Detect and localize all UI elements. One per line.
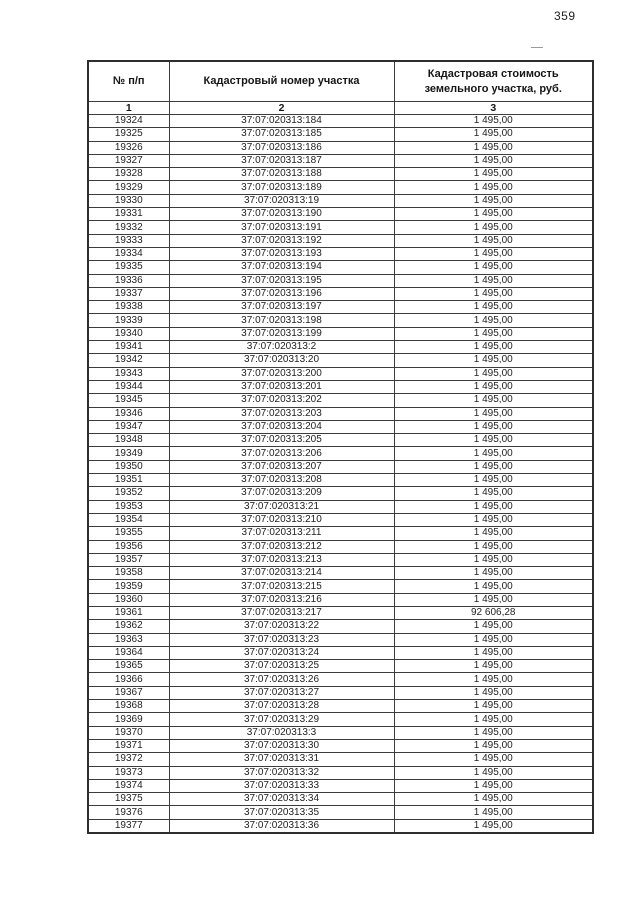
row-number-cell: 19330 xyxy=(88,194,169,207)
row-number-cell: 19354 xyxy=(88,513,169,526)
cadastral-cost-cell: 1 495,00 xyxy=(394,580,593,593)
cadastral-number-cell: 37:07:020313:201 xyxy=(169,380,394,393)
row-number-cell: 19336 xyxy=(88,274,169,287)
cadastral-cost-cell: 1 495,00 xyxy=(394,115,593,128)
cadastral-cost-cell: 1 495,00 xyxy=(394,500,593,513)
cadastral-cost-cell: 1 495,00 xyxy=(394,420,593,433)
table-row xyxy=(88,726,593,739)
header-cadastral-number: Кадастровый номер участка xyxy=(169,61,394,102)
table-header-row xyxy=(88,61,593,102)
cadastral-number-cell: 37:07:020313:189 xyxy=(169,181,394,194)
row-number-cell: 19356 xyxy=(88,540,169,553)
table-row xyxy=(88,513,593,526)
table-row xyxy=(88,739,593,752)
table-row xyxy=(88,819,593,833)
cadastral-number-cell: 37:07:020313:209 xyxy=(169,487,394,500)
row-number-cell: 19347 xyxy=(88,420,169,433)
cadastral-cost-cell: 1 495,00 xyxy=(394,327,593,340)
table-row xyxy=(88,367,593,380)
table-row xyxy=(88,713,593,726)
cadastral-number-cell: 37:07:020313:3 xyxy=(169,726,394,739)
cadastral-number-cell: 37:07:020313:30 xyxy=(169,739,394,752)
cadastral-cost-cell: 1 495,00 xyxy=(394,434,593,447)
cadastral-number-cell: 37:07:020313:191 xyxy=(169,221,394,234)
table-row xyxy=(88,181,593,194)
table-row xyxy=(88,341,593,354)
cadastral-number-cell: 37:07:020313:195 xyxy=(169,274,394,287)
column-index-2: 2 xyxy=(169,102,394,115)
cadastral-cost-cell: 1 495,00 xyxy=(394,234,593,247)
cadastral-cost-cell: 1 495,00 xyxy=(394,261,593,274)
table-row xyxy=(88,779,593,792)
cadastral-number-cell: 37:07:020313:200 xyxy=(169,367,394,380)
table-row xyxy=(88,208,593,221)
row-number-cell: 19334 xyxy=(88,247,169,260)
row-number-cell: 19365 xyxy=(88,660,169,673)
cadastral-number-cell: 37:07:020313:215 xyxy=(169,580,394,593)
row-number-cell: 19325 xyxy=(88,128,169,141)
table-row xyxy=(88,487,593,500)
row-number-cell: 19326 xyxy=(88,141,169,154)
cadastral-number-cell: 37:07:020313:188 xyxy=(169,168,394,181)
column-index-3: 3 xyxy=(394,102,593,115)
cadastral-number-cell: 37:07:020313:216 xyxy=(169,593,394,606)
cadastral-number-cell: 37:07:020313:36 xyxy=(169,819,394,833)
row-number-cell: 19367 xyxy=(88,686,169,699)
cadastral-number-cell: 37:07:020313:202 xyxy=(169,394,394,407)
table-row xyxy=(88,500,593,513)
header-cadastral-cost: Кадастровая стоимость земельного участка, руб. xyxy=(394,61,593,102)
row-number-cell: 19372 xyxy=(88,753,169,766)
row-number-cell: 19335 xyxy=(88,261,169,274)
cadastral-cost-cell: 1 495,00 xyxy=(394,567,593,580)
row-number-cell: 19341 xyxy=(88,341,169,354)
cadastral-cost-cell: 1 495,00 xyxy=(394,527,593,540)
table-body xyxy=(88,115,593,834)
row-number-cell: 19344 xyxy=(88,380,169,393)
cadastral-number-cell: 37:07:020313:187 xyxy=(169,154,394,167)
cadastral-number-cell: 37:07:020313:28 xyxy=(169,700,394,713)
cadastral-cost-cell: 1 495,00 xyxy=(394,766,593,779)
row-number-cell: 19371 xyxy=(88,739,169,752)
cadastral-cost-cell: 1 495,00 xyxy=(394,673,593,686)
cadastral-number-cell: 37:07:020313:2 xyxy=(169,341,394,354)
cadastral-cost-cell: 1 495,00 xyxy=(394,793,593,806)
cadastral-cost-cell: 1 495,00 xyxy=(394,686,593,699)
row-number-cell: 19338 xyxy=(88,301,169,314)
cadastral-number-cell: 37:07:020313:210 xyxy=(169,513,394,526)
cadastral-cost-cell: 1 495,00 xyxy=(394,620,593,633)
table-row xyxy=(88,753,593,766)
row-number-cell: 19366 xyxy=(88,673,169,686)
cadastral-table xyxy=(87,60,594,834)
table-row xyxy=(88,274,593,287)
table-row xyxy=(88,793,593,806)
row-number-cell: 19364 xyxy=(88,646,169,659)
table-row xyxy=(88,247,593,260)
row-number-cell: 19348 xyxy=(88,434,169,447)
row-number-cell: 19376 xyxy=(88,806,169,819)
cadastral-cost-cell: 1 495,00 xyxy=(394,553,593,566)
cadastral-cost-cell: 1 495,00 xyxy=(394,194,593,207)
row-number-cell: 19363 xyxy=(88,633,169,646)
cadastral-number-cell: 37:07:020313:211 xyxy=(169,527,394,540)
cadastral-number-cell: 37:07:020313:20 xyxy=(169,354,394,367)
cadastral-cost-cell: 1 495,00 xyxy=(394,474,593,487)
row-number-cell: 19359 xyxy=(88,580,169,593)
column-index-1: 1 xyxy=(88,102,169,115)
row-number-cell: 19327 xyxy=(88,154,169,167)
cadastral-cost-cell: 1 495,00 xyxy=(394,141,593,154)
cadastral-cost-cell: 1 495,00 xyxy=(394,806,593,819)
cadastral-cost-cell: 1 495,00 xyxy=(394,593,593,606)
cadastral-number-cell: 37:07:020313:34 xyxy=(169,793,394,806)
cadastral-cost-cell: 1 495,00 xyxy=(394,633,593,646)
cadastral-cost-cell: 1 495,00 xyxy=(394,354,593,367)
cadastral-number-cell: 37:07:020313:32 xyxy=(169,766,394,779)
row-number-cell: 19377 xyxy=(88,819,169,833)
row-number-cell: 19360 xyxy=(88,593,169,606)
row-number-cell: 19350 xyxy=(88,460,169,473)
cadastral-number-cell: 37:07:020313:197 xyxy=(169,301,394,314)
table-row xyxy=(88,540,593,553)
table-row xyxy=(88,527,593,540)
cadastral-cost-cell: 1 495,00 xyxy=(394,540,593,553)
cadastral-cost-cell: 1 495,00 xyxy=(394,739,593,752)
table-row xyxy=(88,460,593,473)
cadastral-number-cell: 37:07:020313:33 xyxy=(169,779,394,792)
cadastral-number-cell: 37:07:020313:208 xyxy=(169,474,394,487)
cadastral-cost-cell: 1 495,00 xyxy=(394,287,593,300)
cadastral-number-cell: 37:07:020313:192 xyxy=(169,234,394,247)
cadastral-cost-cell: 1 495,00 xyxy=(394,447,593,460)
cadastral-number-cell: 37:07:020313:29 xyxy=(169,713,394,726)
cadastral-number-cell: 37:07:020313:194 xyxy=(169,261,394,274)
table-row xyxy=(88,660,593,673)
cadastral-number-cell: 37:07:020313:206 xyxy=(169,447,394,460)
row-number-cell: 19343 xyxy=(88,367,169,380)
row-number-cell: 19369 xyxy=(88,713,169,726)
table-row xyxy=(88,154,593,167)
table-row xyxy=(88,434,593,447)
row-number-cell: 19342 xyxy=(88,354,169,367)
table-row xyxy=(88,354,593,367)
cadastral-cost-cell: 1 495,00 xyxy=(394,513,593,526)
cadastral-cost-cell: 1 495,00 xyxy=(394,314,593,327)
cadastral-number-cell: 37:07:020313:190 xyxy=(169,208,394,221)
table-row xyxy=(88,646,593,659)
row-number-cell: 19355 xyxy=(88,527,169,540)
table-row xyxy=(88,593,593,606)
cadastral-cost-cell: 1 495,00 xyxy=(394,208,593,221)
table-row xyxy=(88,128,593,141)
cadastral-cost-cell: 92 606,28 xyxy=(394,606,593,619)
row-number-cell: 19374 xyxy=(88,779,169,792)
table-row xyxy=(88,301,593,314)
cadastral-cost-cell: 1 495,00 xyxy=(394,819,593,833)
cadastral-cost-cell: 1 495,00 xyxy=(394,646,593,659)
row-number-cell: 19324 xyxy=(88,115,169,128)
cadastral-number-cell: 37:07:020313:19 xyxy=(169,194,394,207)
row-number-cell: 19373 xyxy=(88,766,169,779)
cadastral-cost-cell: 1 495,00 xyxy=(394,380,593,393)
cadastral-number-cell: 37:07:020313:205 xyxy=(169,434,394,447)
row-number-cell: 19339 xyxy=(88,314,169,327)
cadastral-number-cell: 37:07:020313:25 xyxy=(169,660,394,673)
table-row xyxy=(88,474,593,487)
cadastral-cost-cell: 1 495,00 xyxy=(394,407,593,420)
cadastral-number-cell: 37:07:020313:196 xyxy=(169,287,394,300)
cadastral-number-cell: 37:07:020313:185 xyxy=(169,128,394,141)
row-number-cell: 19328 xyxy=(88,168,169,181)
table-row xyxy=(88,580,593,593)
cadastral-number-cell: 37:07:020313:23 xyxy=(169,633,394,646)
table-row xyxy=(88,168,593,181)
table-row xyxy=(88,806,593,819)
cadastral-number-cell: 37:07:020313:22 xyxy=(169,620,394,633)
cadastral-cost-cell: 1 495,00 xyxy=(394,487,593,500)
cadastral-cost-cell: 1 495,00 xyxy=(394,168,593,181)
cadastral-cost-cell: 1 495,00 xyxy=(394,274,593,287)
cadastral-cost-cell: 1 495,00 xyxy=(394,660,593,673)
table-row xyxy=(88,221,593,234)
cadastral-cost-cell: 1 495,00 xyxy=(394,700,593,713)
row-number-cell: 19346 xyxy=(88,407,169,420)
row-number-cell: 19329 xyxy=(88,181,169,194)
cadastral-cost-cell: 1 495,00 xyxy=(394,128,593,141)
header-row-number: № п/п xyxy=(88,61,169,102)
cadastral-cost-cell: 1 495,00 xyxy=(394,726,593,739)
table-row xyxy=(88,700,593,713)
row-number-cell: 19368 xyxy=(88,700,169,713)
table-row xyxy=(88,287,593,300)
column-index-row xyxy=(88,102,593,115)
row-number-cell: 19370 xyxy=(88,726,169,739)
row-number-cell: 19331 xyxy=(88,208,169,221)
table-row xyxy=(88,553,593,566)
table-row xyxy=(88,380,593,393)
cadastral-cost-cell: 1 495,00 xyxy=(394,181,593,194)
table-row xyxy=(88,327,593,340)
cadastral-cost-cell: 1 495,00 xyxy=(394,341,593,354)
cadastral-number-cell: 37:07:020313:35 xyxy=(169,806,394,819)
cadastral-cost-cell: 1 495,00 xyxy=(394,713,593,726)
row-number-cell: 19337 xyxy=(88,287,169,300)
cadastral-cost-cell: 1 495,00 xyxy=(394,154,593,167)
cadastral-number-cell: 37:07:020313:217 xyxy=(169,606,394,619)
row-number-cell: 19358 xyxy=(88,567,169,580)
row-number-cell: 19357 xyxy=(88,553,169,566)
row-number-cell: 19361 xyxy=(88,606,169,619)
row-number-cell: 19333 xyxy=(88,234,169,247)
cadastral-number-cell: 37:07:020313:207 xyxy=(169,460,394,473)
cadastral-number-cell: 37:07:020313:203 xyxy=(169,407,394,420)
table-row xyxy=(88,115,593,128)
table-row xyxy=(88,407,593,420)
table-row xyxy=(88,141,593,154)
cadastral-number-cell: 37:07:020313:213 xyxy=(169,553,394,566)
cadastral-number-cell: 37:07:020313:212 xyxy=(169,540,394,553)
table-row xyxy=(88,420,593,433)
cadastral-number-cell: 37:07:020313:214 xyxy=(169,567,394,580)
table-row xyxy=(88,633,593,646)
table-row xyxy=(88,234,593,247)
cadastral-cost-cell: 1 495,00 xyxy=(394,779,593,792)
cadastral-number-cell: 37:07:020313:186 xyxy=(169,141,394,154)
cadastral-number-cell: 37:07:020313:26 xyxy=(169,673,394,686)
cadastral-number-cell: 37:07:020313:184 xyxy=(169,115,394,128)
cadastral-number-cell: 37:07:020313:193 xyxy=(169,247,394,260)
table-row xyxy=(88,194,593,207)
row-number-cell: 19352 xyxy=(88,487,169,500)
table-row xyxy=(88,447,593,460)
scan-artifact-mark xyxy=(531,47,543,48)
table-row xyxy=(88,261,593,274)
cadastral-number-cell: 37:07:020313:21 xyxy=(169,500,394,513)
row-number-cell: 19340 xyxy=(88,327,169,340)
row-number-cell: 19349 xyxy=(88,447,169,460)
cadastral-cost-cell: 1 495,00 xyxy=(394,394,593,407)
cadastral-number-cell: 37:07:020313:204 xyxy=(169,420,394,433)
table-row xyxy=(88,394,593,407)
cadastral-cost-cell: 1 495,00 xyxy=(394,247,593,260)
cadastral-number-cell: 37:07:020313:198 xyxy=(169,314,394,327)
row-number-cell: 19351 xyxy=(88,474,169,487)
table-row xyxy=(88,620,593,633)
row-number-cell: 19332 xyxy=(88,221,169,234)
cadastral-cost-cell: 1 495,00 xyxy=(394,301,593,314)
cadastral-cost-cell: 1 495,00 xyxy=(394,460,593,473)
table-row xyxy=(88,673,593,686)
page-number: 359 xyxy=(554,9,576,23)
table-row xyxy=(88,686,593,699)
row-number-cell: 19362 xyxy=(88,620,169,633)
row-number-cell: 19353 xyxy=(88,500,169,513)
cadastral-number-cell: 37:07:020313:24 xyxy=(169,646,394,659)
row-number-cell: 19375 xyxy=(88,793,169,806)
cadastral-number-cell: 37:07:020313:199 xyxy=(169,327,394,340)
cadastral-cost-cell: 1 495,00 xyxy=(394,221,593,234)
cadastral-cost-cell: 1 495,00 xyxy=(394,367,593,380)
table-row xyxy=(88,766,593,779)
cadastral-number-cell: 37:07:020313:27 xyxy=(169,686,394,699)
cadastral-cost-cell: 1 495,00 xyxy=(394,753,593,766)
table-row xyxy=(88,606,593,619)
row-number-cell: 19345 xyxy=(88,394,169,407)
table-row xyxy=(88,314,593,327)
cadastral-number-cell: 37:07:020313:31 xyxy=(169,753,394,766)
table-row xyxy=(88,567,593,580)
